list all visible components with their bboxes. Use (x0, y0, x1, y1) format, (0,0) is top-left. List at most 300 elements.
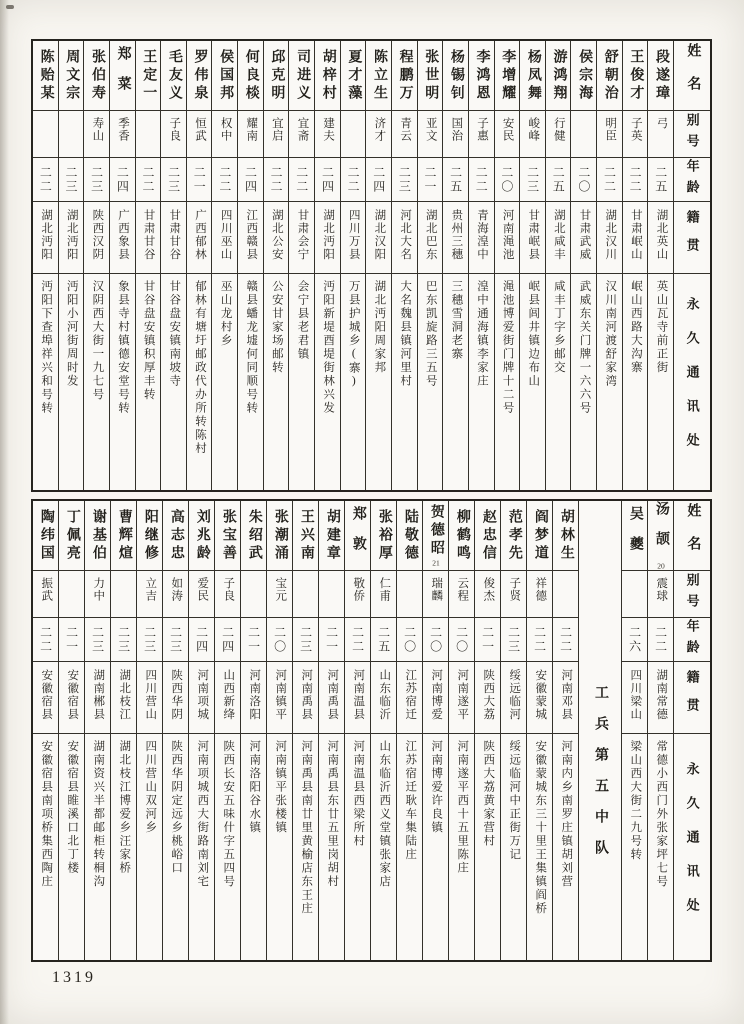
roster-column (500, 501, 526, 960)
header-name: 姓名 (674, 41, 710, 111)
person-name: 杨凤舞 (525, 48, 541, 103)
address-cell: 山东临沂西义堂镇张家店 (378, 740, 391, 889)
alias-cell: 子贤 (501, 571, 526, 618)
age-cell: 二三 (59, 158, 84, 202)
person-name: 胡建章 (324, 508, 340, 563)
roster-column (370, 501, 396, 960)
alias-cell: 寿山 (84, 111, 109, 158)
age-cell: 二〇 (423, 618, 448, 662)
header-alias: 别号 (674, 111, 710, 158)
alias-cell (111, 571, 136, 618)
name-cell (267, 501, 292, 571)
name-cell (189, 501, 214, 571)
origin-cell: 湖北汉阳 (366, 202, 391, 274)
age-cell: 二〇 (495, 158, 520, 202)
age-cell: 二一 (418, 158, 443, 202)
roster-column (474, 501, 500, 960)
name-cell (495, 41, 520, 111)
alias-cell (136, 111, 161, 158)
alias-cell: 行健 (546, 111, 571, 158)
person-name: 毛友义 (166, 48, 182, 103)
person-name: 李鸿恩 (474, 48, 490, 103)
alias-cell: 瑞麟 (423, 571, 448, 618)
age-cell: 二一 (319, 618, 344, 662)
person-name: 张裕厚 (376, 508, 392, 563)
address-cell: 河南禹县南廿里黄榆店东王庄 (300, 740, 313, 916)
roster-column (647, 41, 673, 490)
age-cell: 二一 (241, 618, 266, 662)
address-cell: 河南温县西梁所村 (352, 740, 365, 848)
age-cell: 二二 (469, 158, 494, 202)
roster-column (365, 41, 391, 490)
name-cell (501, 501, 526, 571)
alias-cell: 立吉 (137, 571, 162, 618)
roster-column (33, 41, 58, 490)
name-cell (33, 501, 58, 571)
person-name: 贺德昭 (428, 504, 444, 559)
name-cell (553, 501, 578, 571)
roster-column (83, 41, 109, 490)
name-cell (163, 501, 188, 571)
origin-cell: 湖北沔阳 (59, 202, 84, 274)
address-cell: 陕西长安五味什字五四号 (222, 740, 235, 889)
alias-cell (341, 111, 366, 158)
roster-column (468, 41, 494, 490)
person-name: 张潮涌 (272, 508, 288, 563)
name-cell (527, 501, 552, 571)
origin-cell: 河南禹县 (293, 662, 318, 734)
address-cell: 甘谷盘安镇积厚丰转 (142, 280, 155, 402)
person-name: 谢基伯 (90, 508, 106, 563)
name-cell (345, 501, 370, 571)
name-cell (289, 41, 314, 111)
name-cell (392, 41, 417, 111)
origin-cell: 河南温县 (345, 662, 370, 734)
header-column (673, 41, 710, 490)
roster-column (647, 501, 673, 960)
person-name: 赵忠信 (480, 508, 496, 563)
origin-cell: 河南渑池 (495, 202, 520, 274)
age-cell: 二三 (111, 618, 136, 662)
origin-cell: 河南博爱 (423, 662, 448, 734)
address-cell: 沔阳新堤酉堤街林兴发 (322, 280, 335, 415)
alias-cell (241, 571, 266, 618)
age-cell: 二五 (371, 618, 396, 662)
age-cell: 二二 (648, 618, 673, 662)
address-cell: 巴东凯旋路三五号 (424, 280, 437, 388)
age-cell: 二二 (341, 158, 366, 202)
person-name: 陈贻某 (38, 48, 54, 103)
roster-table-bottom (31, 499, 712, 962)
age-cell: 二三 (163, 618, 188, 662)
name-cell (59, 41, 84, 111)
header-origin: 籍贯 (674, 662, 710, 734)
alias-cell: 宜斋 (289, 111, 314, 158)
alias-cell: 耀南 (238, 111, 263, 158)
name-cell (397, 501, 422, 571)
origin-cell: 湖北枝江 (111, 662, 136, 734)
origin-cell: 广西郁林 (187, 202, 212, 274)
address-cell: 江苏宿迁耿车集陆庄 (404, 740, 417, 862)
roster-column (110, 501, 136, 960)
name-cell (546, 41, 571, 111)
person-name: 邱克明 (269, 48, 285, 103)
alias-cell: 云程 (449, 571, 474, 618)
origin-cell: 甘肃会宁 (289, 202, 314, 274)
age-cell: 二六 (622, 618, 647, 662)
alias-cell: 震球 (648, 571, 673, 618)
name-cell (449, 501, 474, 571)
origin-cell: 青海湟中 (469, 202, 494, 274)
origin-cell: 陕西汉阴 (84, 202, 109, 274)
age-cell: 二二 (33, 158, 58, 202)
roster-column (135, 41, 161, 490)
person-name: 王兴南 (298, 508, 314, 563)
origin-cell: 甘肃武威 (571, 202, 596, 274)
name-cell (371, 501, 396, 571)
roster-column (622, 41, 648, 490)
person-name: 阎梦道 (532, 508, 548, 563)
address-cell: 象县寺村镇德安堂号转 (117, 280, 130, 415)
alias-cell: 爱民 (189, 571, 214, 618)
alias-cell: 子良 (161, 111, 186, 158)
roster-column (266, 501, 292, 960)
person-name: 侯国邦 (218, 48, 234, 103)
roster-column (33, 501, 58, 960)
roster-column (214, 501, 240, 960)
name-cell (137, 501, 162, 571)
name-cell (475, 501, 500, 571)
roster-column (288, 41, 314, 490)
person-name: 王俊才 (628, 48, 644, 103)
roster-column (109, 41, 135, 490)
alias-cell (622, 571, 647, 618)
alias-cell: 恒武 (187, 111, 212, 158)
address-cell: 公安甘家场邮转 (270, 280, 283, 375)
header-address: 永久通讯处 (684, 762, 700, 932)
address-cell: 安徽宿县睢溪口北丁楼 (66, 740, 79, 875)
name-cell (238, 41, 263, 111)
unit-label: 工兵第五中队 (593, 685, 608, 871)
age-cell: 二三 (392, 158, 417, 202)
scan-speck (6, 5, 14, 9)
address-cell: 湖北枝江博爱乡汪家桥 (118, 740, 131, 875)
person-name: 陶纬国 (38, 508, 54, 563)
origin-cell: 安徽宿县 (33, 662, 58, 734)
origin-cell: 湖北沔阳 (33, 202, 58, 274)
alias-cell (33, 111, 58, 158)
name-cell (597, 41, 622, 111)
roster-column (188, 501, 214, 960)
origin-cell: 河南邓县 (553, 662, 578, 734)
name-cell (111, 501, 136, 571)
roster-column (570, 41, 596, 490)
person-name: 胡梓村 (320, 48, 336, 103)
origin-cell: 四川万县 (341, 202, 366, 274)
alias-cell: 仁甫 (371, 571, 396, 618)
roster-column (494, 41, 520, 490)
roster-column (318, 501, 344, 960)
roster-column (58, 501, 84, 960)
alias-cell: 弓 (648, 111, 673, 158)
roster-column (391, 41, 417, 490)
alias-cell: 青云 (392, 111, 417, 158)
origin-cell: 甘肃甘谷 (136, 202, 161, 274)
age-cell: 二二 (212, 158, 237, 202)
alias-cell (571, 111, 596, 158)
origin-cell: 贵州三穗 (443, 202, 468, 274)
age-cell: 二一 (187, 158, 212, 202)
alias-cell: 如涛 (163, 571, 188, 618)
person-name: 胡林生 (558, 508, 574, 563)
name-cell (187, 41, 212, 111)
origin-cell: 河北大名 (392, 202, 417, 274)
name-footnote: 20 (657, 562, 665, 570)
address-cell: 河南镇平张楼镇 (274, 740, 287, 835)
age-cell: 二〇 (449, 618, 474, 662)
address-cell: 安徽宿县南项桥集西陶庄 (40, 740, 53, 889)
address-cell: 英山瓦寺前正街 (655, 280, 668, 375)
age-cell: 二三 (501, 618, 526, 662)
age-cell: 二五 (546, 158, 571, 202)
roster-column (422, 501, 448, 960)
person-name: 段遂璋 (654, 48, 670, 103)
header-age: 年龄 (674, 158, 710, 202)
age-cell: 二三 (85, 618, 110, 662)
origin-cell: 河南项城 (189, 662, 214, 734)
person-name: 朱绍武 (246, 508, 262, 563)
age-cell: 二三 (520, 158, 545, 202)
alias-cell: 敬侨 (345, 571, 370, 618)
age-cell: 二四 (215, 618, 240, 662)
address-cell: 郁林有塘圩邮政代办所转陈村 (193, 280, 206, 456)
name-cell (520, 41, 545, 111)
name-cell (622, 501, 647, 571)
roster-column (211, 41, 237, 490)
origin-cell: 四川营山 (137, 662, 162, 734)
age-cell: 二四 (238, 158, 263, 202)
age-cell: 二四 (110, 158, 135, 202)
name-cell (571, 41, 596, 111)
address-cell: 河南洛阳谷水镇 (248, 740, 261, 835)
name-cell (623, 41, 648, 111)
origin-cell: 湖南郴县 (85, 662, 110, 734)
name-cell (418, 41, 443, 111)
age-cell: 二二 (553, 618, 578, 662)
age-cell: 二二 (136, 158, 161, 202)
person-name: 王定一 (141, 48, 157, 103)
name-cell (319, 501, 344, 571)
name-cell (469, 41, 494, 111)
address-cell: 三穗雪洞老寨 (450, 280, 463, 361)
origin-cell: 甘肃岷山 (623, 202, 648, 274)
address-cell: 河南遂平西十五里陈庄 (456, 740, 469, 875)
person-name: 司进义 (295, 48, 311, 103)
alias-cell: 子惠 (469, 111, 494, 158)
name-cell (110, 41, 135, 111)
name-cell (264, 41, 289, 111)
person-name: 杨锡钊 (448, 48, 464, 103)
origin-cell: 湖北公安 (264, 202, 289, 274)
person-name: 游鸿翔 (551, 48, 567, 103)
alias-cell: 宜启 (264, 111, 289, 158)
roster-column (344, 501, 370, 960)
alias-cell: 季香 (110, 111, 135, 158)
age-cell: 二四 (366, 158, 391, 202)
address-cell: 绥远临河中正街万记 (508, 740, 521, 862)
roster-column (160, 41, 186, 490)
alias-cell (59, 111, 84, 158)
address-cell: 岷山西路大沟寨 (629, 280, 642, 375)
alias-cell: 子良 (215, 571, 240, 618)
age-cell: 二〇 (397, 618, 422, 662)
person-name: 曹辉煊 (116, 508, 132, 563)
person-name: 李增耀 (500, 48, 516, 103)
person-name: 柳鹤鸣 (454, 508, 470, 563)
address-cell: 常德小西门外张家坪七号 (655, 740, 668, 889)
scan-edge-shadow (0, 0, 9, 1024)
address-cell: 万县护城乡(寨) (347, 280, 360, 389)
address-cell: 赣县蟠龙墟何同顺号转 (245, 280, 258, 415)
origin-cell: 湖北沔阳 (315, 202, 340, 274)
address-cell: 咸丰丁字乡邮交 (552, 280, 565, 375)
unit-label-column (578, 501, 621, 960)
age-cell: 二三 (84, 158, 109, 202)
header-origin: 籍贯 (674, 202, 710, 274)
origin-cell: 湖北汉川 (597, 202, 622, 274)
age-cell: 二三 (137, 618, 162, 662)
roster-column (186, 41, 212, 490)
roster-column (136, 501, 162, 960)
roster-column (552, 501, 578, 960)
origin-cell: 湖北英山 (648, 202, 673, 274)
roster-column (396, 501, 422, 960)
roster-column (58, 41, 84, 490)
person-name: 张宝善 (220, 508, 236, 563)
name-cell (341, 41, 366, 111)
origin-cell: 广西象县 (110, 202, 135, 274)
alias-cell: 国治 (443, 111, 468, 158)
address-cell: 河南禹县东廿五里岗胡村 (326, 740, 339, 889)
name-cell (212, 41, 237, 111)
alias-cell: 亚文 (418, 111, 443, 158)
alias-cell (319, 571, 344, 618)
age-cell: 二二 (597, 158, 622, 202)
roster-table-top (31, 39, 712, 492)
name-cell (215, 501, 240, 571)
address-cell: 甘谷盘安镇南坡寺 (168, 280, 181, 388)
person-name: 郑菜 (115, 45, 131, 106)
age-cell: 二〇 (571, 158, 596, 202)
person-name: 张世明 (423, 48, 439, 103)
origin-cell: 陕西华阴 (163, 662, 188, 734)
name-cell (293, 501, 318, 571)
name-footnote: 21 (432, 559, 440, 567)
origin-cell: 甘肃岷县 (520, 202, 545, 274)
age-cell: 二二 (527, 618, 552, 662)
origin-cell: 河南遂平 (449, 662, 474, 734)
origin-cell: 湖北巴东 (418, 202, 443, 274)
name-cell (136, 41, 161, 111)
name-cell (315, 41, 340, 111)
alias-cell: 振武 (33, 571, 58, 618)
roster-column (263, 41, 289, 490)
age-cell: 二三 (161, 158, 186, 202)
name-cell (648, 41, 673, 111)
person-name: 夏才藻 (346, 48, 362, 103)
roster-column (162, 501, 188, 960)
address-cell: 沔阳小河街周时发 (65, 280, 78, 388)
age-cell: 二二 (289, 158, 314, 202)
name-cell (161, 41, 186, 111)
person-name: 陆敬德 (402, 508, 418, 563)
roster-column (448, 501, 474, 960)
person-name: 郑敦 (350, 505, 366, 566)
person-name: 高志忠 (168, 508, 184, 563)
origin-cell: 四川梁山 (622, 662, 647, 734)
person-name: 陈立生 (371, 48, 387, 103)
alias-cell: 宝元 (267, 571, 292, 618)
address-cell: 安徽蒙城东三十里王集镇阎桥 (534, 740, 547, 916)
alias-cell: 建夫 (315, 111, 340, 158)
alias-cell: 安民 (495, 111, 520, 158)
person-name: 汤颉 (653, 501, 669, 562)
name-cell (33, 41, 58, 111)
person-name: 丁佩亮 (64, 508, 80, 563)
alias-cell: 峻峰 (520, 111, 545, 158)
roster-column (240, 501, 266, 960)
page-number: 1319 (52, 969, 96, 986)
roster-column (292, 501, 318, 960)
age-cell: 二五 (648, 158, 673, 202)
origin-cell: 河南洛阳 (241, 662, 266, 734)
name-cell (241, 501, 266, 571)
roster-column (314, 41, 340, 490)
header-address: 永久通讯处 (684, 297, 700, 467)
age-cell: 二一 (59, 618, 84, 662)
person-name: 何良棪 (243, 48, 259, 103)
origin-cell: 湖南常德 (648, 662, 673, 734)
address-cell: 河南内乡南罗庄镇胡刘营 (560, 740, 573, 889)
origin-cell: 山西新绛 (215, 662, 240, 734)
age-cell: 二四 (189, 618, 214, 662)
roster-column (545, 41, 571, 490)
roster-column (84, 501, 110, 960)
alias-cell: 祥德 (527, 571, 552, 618)
age-cell: 二三 (293, 618, 318, 662)
header-age: 年龄 (674, 618, 710, 662)
origin-cell: 河南镇平 (267, 662, 292, 734)
age-cell: 二二 (345, 618, 370, 662)
address-cell: 会宁县老君镇 (296, 280, 309, 361)
name-cell (423, 501, 448, 571)
age-cell: 二二 (623, 158, 648, 202)
roster-column (526, 501, 552, 960)
address-cell: 大名魏县镇河里村 (399, 280, 412, 388)
header-alias: 别号 (674, 571, 710, 618)
alias-cell: 济才 (366, 111, 391, 158)
origin-cell: 河南禹县 (319, 662, 344, 734)
origin-cell: 江西赣县 (238, 202, 263, 274)
origin-cell: 甘肃甘谷 (161, 202, 186, 274)
person-name: 侯宗海 (577, 48, 593, 103)
address-cell: 四川营山双河乡 (144, 740, 157, 835)
name-cell (85, 501, 110, 571)
roster-column (417, 41, 443, 490)
age-cell: 二〇 (267, 618, 292, 662)
address-cell: 巫山龙村乡 (219, 280, 232, 348)
person-name: 罗伟泉 (192, 48, 208, 103)
